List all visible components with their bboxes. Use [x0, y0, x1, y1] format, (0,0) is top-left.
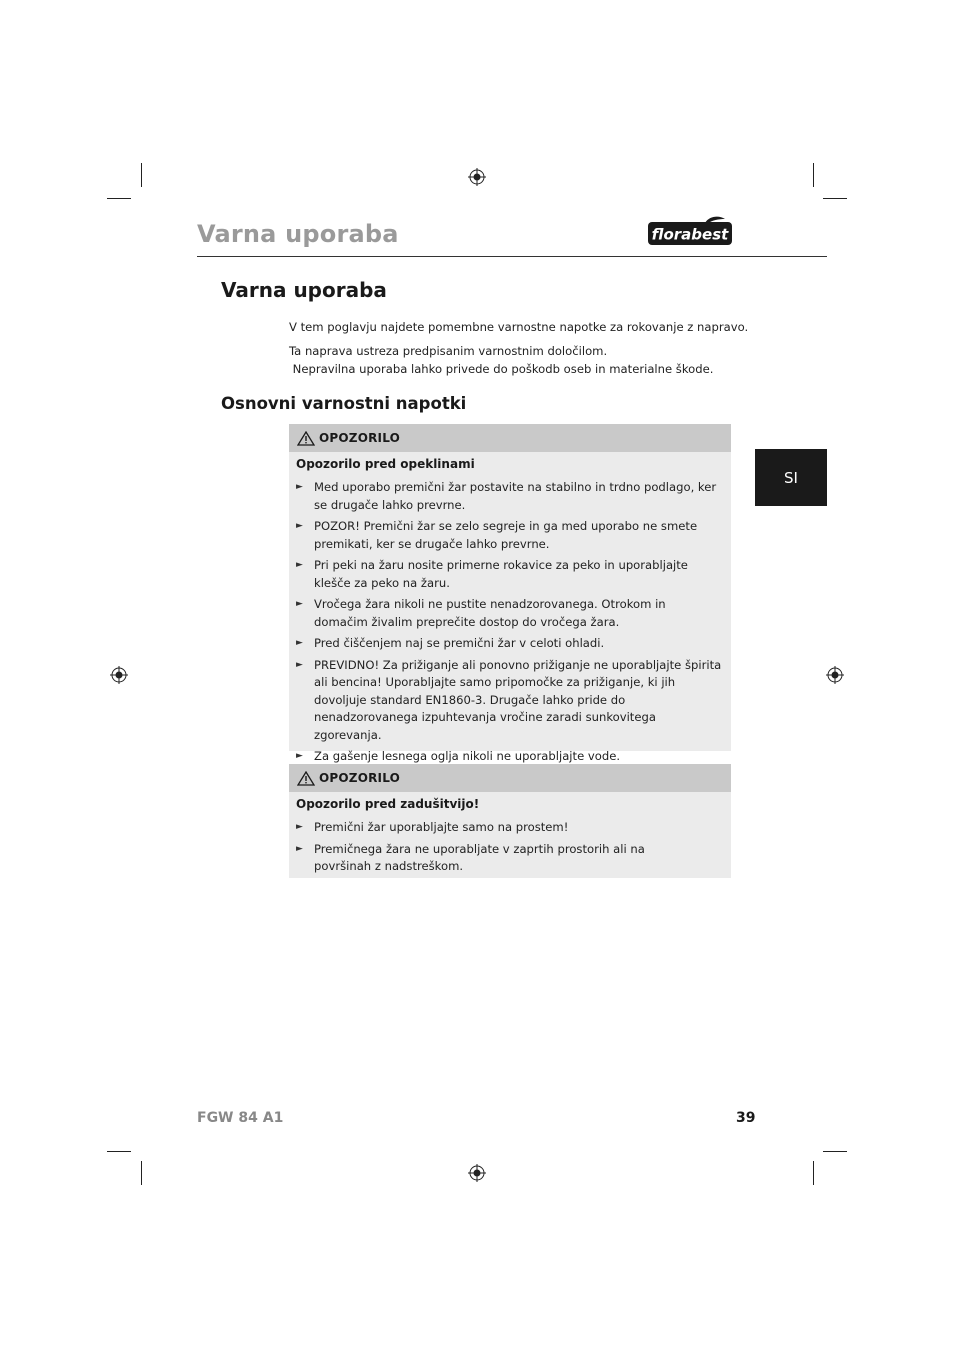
registration-mark-icon	[826, 666, 844, 684]
list-item: ► Vročega žara nikoli ne pustite nenadzorovanega. Otrokom in domačim živalim preprečite dostop do vročega žara.	[296, 597, 666, 629]
list-item: ► POZOR! Premični žar se zelo segreje in ga med uporabo ne smete premikati, ker se drugače lahko prevrne.	[296, 519, 698, 551]
list-item: ► Za gašenje lesnega oglja nikoli ne uporabljajte vode.	[296, 749, 621, 763]
warning-header	[289, 764, 731, 792]
warning-list	[289, 819, 731, 876]
page-number: 39	[736, 1110, 756, 1126]
warning-header	[289, 424, 731, 452]
crop-mark	[141, 163, 142, 187]
warning-list	[289, 479, 731, 766]
registration-mark-icon	[110, 666, 128, 684]
header-rule	[197, 256, 827, 257]
warning-box-suffocation	[289, 764, 731, 878]
intro-paragraph: Nepravilna uporaba lahko privede do poškodb oseb in materialne škode.	[289, 362, 714, 376]
list-item: ► Pred čiščenjem naj se premični žar v celoti ohladi.	[296, 636, 605, 650]
warning-label: OPOZORILO	[319, 771, 401, 785]
list-item: ► Premičnega žara ne uporabljate v zaprtih prostorih ali na površinah z nadstreškom.	[296, 841, 645, 873]
section-title: Varna uporaba	[221, 278, 387, 302]
crop-mark	[141, 1161, 142, 1185]
crop-mark	[813, 163, 814, 187]
language-tab: SI	[755, 449, 827, 506]
list-item: ► Pri peki na žaru nosite primerne rokavice za peko in uporabljajte klešče za peko na žaru.	[296, 558, 688, 590]
brand-logo	[647, 216, 733, 246]
warning-subtitle: Opozorilo pred zadušitvijo!	[296, 797, 480, 811]
warning-triangle-icon	[297, 771, 315, 786]
list-item: ► Premični žar uporabljajte samo na prostem!	[296, 820, 569, 834]
footer-model: FGW 84 A1	[197, 1110, 284, 1126]
warning-box-burns	[289, 424, 731, 763]
crop-mark	[107, 198, 131, 199]
list-item: ► PREVIDNO! Za prižiganje ali ponovno prižiganje ne uporabljajte špirita ali bencina! Uporabljajte samo pripomočke za prižiganje, ki jih dovoljuje standard EN1860-3. Drugače lahko pride do nenadzorovanega izpuhtevanja vročine zaradi sunkovitega zgorevanja.	[296, 657, 722, 742]
warning-triangle-icon	[297, 431, 315, 446]
warning-label: OPOZORILO	[319, 431, 401, 445]
registration-mark-icon	[468, 1164, 486, 1182]
intro-paragraph: V tem poglavju najdete pomembne varnostne napotke za rokovanje z napravo.	[289, 320, 749, 334]
crop-mark	[823, 198, 847, 199]
crop-mark	[107, 1151, 131, 1152]
registration-mark-icon	[468, 168, 486, 186]
warning-subtitle: Opozorilo pred opeklinami	[296, 457, 475, 471]
list-item: ► Med uporabo premični žar postavite na stabilno in trdno podlago, ker se drugače lahko prevrne.	[296, 480, 717, 512]
logo-text: florabest	[651, 225, 729, 244]
intro-paragraph: Ta naprava ustreza predpisanim varnostnim določilom.	[289, 344, 608, 358]
crop-mark	[813, 1161, 814, 1185]
page-header-title: Varna uporaba	[197, 220, 399, 248]
subsection-title: Osnovni varnostni napotki	[221, 394, 467, 413]
crop-mark	[823, 1151, 847, 1152]
